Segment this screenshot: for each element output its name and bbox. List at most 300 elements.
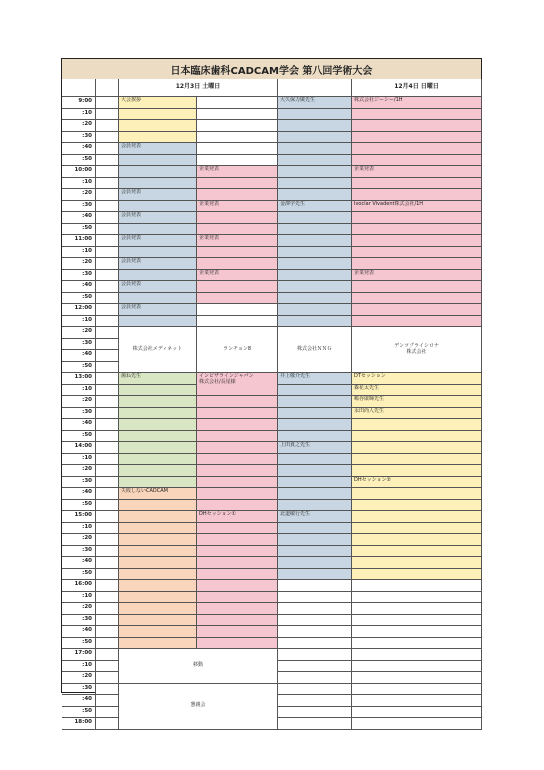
empty-cell xyxy=(197,120,278,132)
time-label: :10 xyxy=(62,316,96,328)
party-block: 懇親会 xyxy=(119,684,278,730)
spacer-cell xyxy=(96,626,119,638)
member-presentation-block xyxy=(119,224,197,236)
corporate-block xyxy=(197,281,278,293)
spacer-cell xyxy=(96,557,119,569)
member-presentation-block xyxy=(119,247,197,259)
time-label: :40 xyxy=(62,557,96,569)
corporate-block xyxy=(352,235,482,247)
speaker-block xyxy=(278,166,352,178)
time-label: :50 xyxy=(62,500,96,512)
corporate-block xyxy=(352,224,482,236)
empty-cell xyxy=(278,615,352,627)
speaker-block xyxy=(278,281,352,293)
spacer-cell xyxy=(96,500,119,512)
empty-cell xyxy=(197,316,278,328)
corporate-block xyxy=(197,431,278,443)
dt-session-block xyxy=(352,442,482,454)
cadcam-block xyxy=(119,626,197,638)
speaker-block xyxy=(278,408,352,420)
corporate-block xyxy=(197,477,278,489)
teeth-block xyxy=(119,419,197,431)
speaker-block xyxy=(278,454,352,466)
cadcam-block xyxy=(119,638,197,650)
corporate-block xyxy=(197,224,278,236)
empty-cell xyxy=(278,661,352,673)
dt-session-block xyxy=(352,511,482,523)
corporate-block: 企業発表 xyxy=(197,166,278,178)
corporate-block: 企業発表 xyxy=(197,270,278,282)
time-label: :10 xyxy=(62,385,96,397)
speaker-block xyxy=(278,396,352,408)
speaker-block: 大久保力廣先生 xyxy=(278,97,352,109)
speaker-block xyxy=(278,270,352,282)
empty-cell xyxy=(352,638,482,650)
time-label: :50 xyxy=(62,569,96,581)
member-presentation-block: 会員発表 xyxy=(119,304,197,316)
time-label: :30 xyxy=(62,270,96,282)
time-label: :50 xyxy=(62,224,96,236)
member-presentation-block: 会員発表 xyxy=(119,281,197,293)
corporate-block xyxy=(352,293,482,305)
empty-cell xyxy=(352,707,482,719)
time-label: :20 xyxy=(62,534,96,546)
spacer-cell xyxy=(96,523,119,535)
spacer-cell xyxy=(96,695,119,707)
corporate-block xyxy=(197,500,278,512)
spacer-cell xyxy=(96,201,119,213)
invisalign-block: インビザラインジャパン 株式会社/長尾様 xyxy=(197,373,278,396)
time-label: :30 xyxy=(62,132,96,144)
member-presentation-block xyxy=(119,293,197,305)
spacer-cell xyxy=(96,224,119,236)
spacer-cell xyxy=(96,580,119,592)
spacer-cell xyxy=(96,327,119,339)
empty-cell xyxy=(352,672,482,684)
time-label: :20 xyxy=(62,396,96,408)
speaker-block xyxy=(278,132,352,144)
sponsor-block: 株式会社メディネット xyxy=(119,327,197,373)
corporate-block xyxy=(352,247,482,259)
speaker-block xyxy=(278,304,352,316)
teeth-block xyxy=(119,385,197,397)
dt-session-block xyxy=(352,500,482,512)
day1-header: 12月3日 土曜日 xyxy=(119,79,278,97)
time-label: :40 xyxy=(62,695,96,707)
spacer-cell xyxy=(96,281,119,293)
spacer-cell xyxy=(96,615,119,627)
corporate-block xyxy=(197,178,278,190)
spacer-cell xyxy=(96,132,119,144)
spacer-cell xyxy=(96,603,119,615)
spacer-cell xyxy=(96,350,119,362)
speaker-block xyxy=(278,120,352,132)
spacer-cell xyxy=(96,431,119,443)
time-label: :20 xyxy=(62,327,96,339)
spacer-cell xyxy=(96,316,119,328)
dt-session-block: DTセッション xyxy=(352,373,482,385)
member-presentation-block: 会員発表 xyxy=(119,189,197,201)
spacer-cell xyxy=(96,293,119,305)
cadcam-block xyxy=(119,580,197,592)
empty-cell xyxy=(197,132,278,144)
corporate-block xyxy=(352,178,482,190)
member-presentation-block xyxy=(119,270,197,282)
speaker-block: 金澤学先生 xyxy=(278,201,352,213)
empty-cell xyxy=(278,638,352,650)
empty-cell xyxy=(278,684,352,696)
corporate-block xyxy=(197,534,278,546)
spacer-cell xyxy=(96,212,119,224)
time-label: 9:00 xyxy=(62,97,96,109)
corporate-block xyxy=(197,465,278,477)
corporate-block xyxy=(197,442,278,454)
empty-cell xyxy=(352,592,482,604)
time-label: :40 xyxy=(62,212,96,224)
speaker-block xyxy=(278,385,352,397)
corporate-block: 株式会社ジーシー/1H xyxy=(352,97,482,109)
corporate-block xyxy=(352,132,482,144)
corporate-block xyxy=(352,120,482,132)
corporate-block xyxy=(197,488,278,500)
time-label: :50 xyxy=(62,293,96,305)
spacer-cell xyxy=(96,339,119,351)
spacer-cell xyxy=(96,546,119,558)
member-presentation-block xyxy=(119,201,197,213)
dt-session-block xyxy=(352,419,482,431)
dt-session-block xyxy=(352,465,482,477)
dt-session-block xyxy=(352,488,482,500)
corporate-block: Ivoclar Vivadent株式会社/1H xyxy=(352,201,482,213)
corporate-block xyxy=(197,638,278,650)
speaker-block xyxy=(278,465,352,477)
corporate-block xyxy=(352,109,482,121)
dt-session-block xyxy=(352,431,482,443)
empty-cell xyxy=(352,695,482,707)
time-label: :50 xyxy=(62,638,96,650)
time-label: :40 xyxy=(62,626,96,638)
speaker-block xyxy=(278,293,352,305)
corporate-block xyxy=(352,304,482,316)
opening-block: 大会挨拶 xyxy=(119,97,197,109)
speaker-block: 上田貴之先生 xyxy=(278,442,352,454)
time-label: :40 xyxy=(62,350,96,362)
time-label: :50 xyxy=(62,155,96,167)
speaker-block xyxy=(278,143,352,155)
member-presentation-block xyxy=(119,316,197,328)
corporate-block xyxy=(197,626,278,638)
empty-cell xyxy=(278,649,352,661)
speaker-block: 井上敬介先生 xyxy=(278,373,352,385)
time-label: :10 xyxy=(62,523,96,535)
empty-cell xyxy=(197,109,278,121)
member-presentation-block: 会員発表 xyxy=(119,212,197,224)
cadcam-block xyxy=(119,500,197,512)
spacer-cell xyxy=(96,707,119,719)
corporate-block xyxy=(352,281,482,293)
time-label: 13:00 xyxy=(62,373,96,385)
corporate-block xyxy=(352,316,482,328)
time-label: :20 xyxy=(62,672,96,684)
speaker-block xyxy=(278,155,352,167)
cadcam-block xyxy=(119,569,197,581)
spacer-cell xyxy=(96,592,119,604)
spacer-cell xyxy=(96,362,119,374)
spacer-cell xyxy=(96,247,119,259)
time-label: :30 xyxy=(62,615,96,627)
corporate-block xyxy=(197,569,278,581)
dh-session-block: DHセッション① xyxy=(197,511,278,523)
dt-session-block xyxy=(352,454,482,466)
spacer-cell xyxy=(96,385,119,397)
spacer-cell xyxy=(96,638,119,650)
header-blank xyxy=(96,79,119,97)
header-blank xyxy=(62,79,96,97)
speaker-block xyxy=(278,557,352,569)
spacer-cell xyxy=(96,477,119,489)
spacer-cell xyxy=(96,442,119,454)
time-label: :10 xyxy=(62,178,96,190)
sponsor-block: 株式会社ＮＮＧ xyxy=(278,327,352,373)
dt-session-block: 嶋谷康暉先生 xyxy=(352,396,482,408)
spacer-cell xyxy=(96,109,119,121)
dt-session-block: 永田尚人先生 xyxy=(352,408,482,420)
time-label: :20 xyxy=(62,603,96,615)
time-label: :30 xyxy=(62,477,96,489)
time-label: :40 xyxy=(62,488,96,500)
time-label: :40 xyxy=(62,281,96,293)
corporate-block xyxy=(352,212,482,224)
spacer-cell xyxy=(96,189,119,201)
corporate-block xyxy=(197,408,278,420)
speaker-block xyxy=(278,488,352,500)
speaker-block xyxy=(278,212,352,224)
teeth-block xyxy=(119,431,197,443)
time-label: :10 xyxy=(62,247,96,259)
speaker-block xyxy=(278,258,352,270)
empty-cell xyxy=(352,661,482,673)
cadcam-block xyxy=(119,603,197,615)
corporate-block: 企業発表 xyxy=(352,270,482,282)
spacer-cell xyxy=(96,408,119,420)
teeth-block: 歯ね先生 xyxy=(119,373,197,385)
speaker-block xyxy=(278,546,352,558)
empty-cell xyxy=(278,695,352,707)
empty-cell xyxy=(278,603,352,615)
speaker-block xyxy=(278,523,352,535)
corporate-block xyxy=(352,143,482,155)
spacer-cell xyxy=(96,661,119,673)
opening-block xyxy=(119,132,197,144)
spacer-cell xyxy=(96,166,119,178)
spacer-cell xyxy=(96,419,119,431)
time-label: :30 xyxy=(62,684,96,696)
cadcam-block: 失敗しないCADCAM xyxy=(119,488,197,500)
time-label: :40 xyxy=(62,143,96,155)
empty-cell xyxy=(278,672,352,684)
empty-cell xyxy=(352,649,482,661)
spacer-cell xyxy=(96,718,119,730)
corporate-block xyxy=(197,592,278,604)
corporate-block xyxy=(197,523,278,535)
speaker-block xyxy=(278,431,352,443)
empty-cell xyxy=(352,603,482,615)
speaker-block xyxy=(278,569,352,581)
member-presentation-block: 会員発表 xyxy=(119,258,197,270)
time-label: :20 xyxy=(62,120,96,132)
dt-session-block: DHセッション② xyxy=(352,477,482,489)
time-label: :20 xyxy=(62,258,96,270)
corporate-block xyxy=(197,454,278,466)
corporate-block xyxy=(352,258,482,270)
spacer-cell xyxy=(96,454,119,466)
corporate-block xyxy=(197,247,278,259)
empty-cell xyxy=(352,615,482,627)
corporate-block xyxy=(352,155,482,167)
time-label: :50 xyxy=(62,707,96,719)
corporate-block xyxy=(197,580,278,592)
spacer-cell xyxy=(96,155,119,167)
teeth-block xyxy=(119,396,197,408)
corporate-block xyxy=(197,396,278,408)
corporate-block xyxy=(197,293,278,305)
member-presentation-block xyxy=(119,166,197,178)
corporate-block xyxy=(197,258,278,270)
time-label: :10 xyxy=(62,454,96,466)
dt-session-block xyxy=(352,534,482,546)
spacer-cell xyxy=(96,534,119,546)
spacer-cell xyxy=(96,511,119,523)
speaker-block xyxy=(278,235,352,247)
time-label: :10 xyxy=(62,109,96,121)
teeth-block xyxy=(119,442,197,454)
time-label: :20 xyxy=(62,189,96,201)
spacer-cell xyxy=(96,143,119,155)
time-label: :30 xyxy=(62,546,96,558)
member-presentation-block: 会員発表 xyxy=(119,143,197,155)
time-label: :50 xyxy=(62,362,96,374)
cadcam-block xyxy=(119,592,197,604)
cadcam-block xyxy=(119,534,197,546)
lunch-block: ランチョン8 xyxy=(197,327,278,373)
corporate-block: 企業発表 xyxy=(352,166,482,178)
time-label: 11:00 xyxy=(62,235,96,247)
speaker-block xyxy=(278,178,352,190)
opening-block xyxy=(119,120,197,132)
time-label: :10 xyxy=(62,592,96,604)
speaker-block xyxy=(278,316,352,328)
dt-session-block xyxy=(352,523,482,535)
empty-cell xyxy=(278,626,352,638)
spacer-cell xyxy=(96,270,119,282)
time-label: :30 xyxy=(62,339,96,351)
spacer-cell xyxy=(96,235,119,247)
cadcam-block xyxy=(119,615,197,627)
corporate-block: 企業発表 xyxy=(197,235,278,247)
speaker-block xyxy=(278,189,352,201)
cadcam-block xyxy=(119,511,197,523)
teeth-block xyxy=(119,465,197,477)
speaker-block xyxy=(278,477,352,489)
empty-cell xyxy=(278,580,352,592)
speaker-block xyxy=(278,247,352,259)
spacer-cell xyxy=(96,649,119,661)
day2-header: 12月4日 日曜日 xyxy=(352,79,482,97)
empty-cell xyxy=(278,718,352,730)
speaker-block xyxy=(278,534,352,546)
sponsor-block: デンツプライシロナ 株式会社 xyxy=(352,327,482,373)
speaker-block xyxy=(278,419,352,431)
corporate-block xyxy=(352,189,482,201)
time-label: :50 xyxy=(62,431,96,443)
empty-cell xyxy=(197,97,278,109)
time-label: 10:00 xyxy=(62,166,96,178)
time-label: 17:00 xyxy=(62,649,96,661)
dt-session-block: 森花太先生 xyxy=(352,385,482,397)
spacer-cell xyxy=(96,258,119,270)
corporate-block xyxy=(197,603,278,615)
teeth-block xyxy=(119,477,197,489)
corporate-block xyxy=(197,546,278,558)
spacer-cell xyxy=(96,569,119,581)
time-label: :30 xyxy=(62,408,96,420)
spacer-cell xyxy=(96,396,119,408)
teeth-block xyxy=(119,408,197,420)
speaker-block: 北道敏行先生 xyxy=(278,511,352,523)
move-block: 移動 xyxy=(119,649,278,684)
spacer-cell xyxy=(96,373,119,385)
dt-session-block xyxy=(352,557,482,569)
corporate-block xyxy=(197,212,278,224)
cadcam-block xyxy=(119,546,197,558)
dt-session-block xyxy=(352,546,482,558)
member-presentation-block: 会員発表 xyxy=(119,235,197,247)
opening-block xyxy=(119,109,197,121)
corporate-block xyxy=(197,419,278,431)
time-label: 16:00 xyxy=(62,580,96,592)
empty-cell xyxy=(352,580,482,592)
empty-cell xyxy=(352,684,482,696)
corporate-block xyxy=(197,189,278,201)
schedule-sheet xyxy=(61,58,482,725)
corporate-block xyxy=(197,615,278,627)
speaker-block xyxy=(278,224,352,236)
cadcam-block xyxy=(119,557,197,569)
time-label: 14:00 xyxy=(62,442,96,454)
time-label: :20 xyxy=(62,465,96,477)
spacer-cell xyxy=(96,684,119,696)
time-label: :40 xyxy=(62,419,96,431)
empty-cell xyxy=(278,707,352,719)
corporate-block xyxy=(197,557,278,569)
empty-cell xyxy=(197,304,278,316)
spacer-cell xyxy=(96,120,119,132)
cadcam-block xyxy=(119,523,197,535)
spacer-cell xyxy=(96,304,119,316)
empty-cell xyxy=(352,626,482,638)
spacer-cell xyxy=(96,97,119,109)
spacer-cell xyxy=(96,488,119,500)
time-label: 12:00 xyxy=(62,304,96,316)
time-label: 18:00 xyxy=(62,718,96,730)
empty-cell xyxy=(352,718,482,730)
empty-cell xyxy=(278,592,352,604)
empty-cell xyxy=(197,155,278,167)
corporate-block: 企業発表 xyxy=(197,201,278,213)
member-presentation-block xyxy=(119,178,197,190)
time-label: :10 xyxy=(62,661,96,673)
time-label: 15:00 xyxy=(62,511,96,523)
